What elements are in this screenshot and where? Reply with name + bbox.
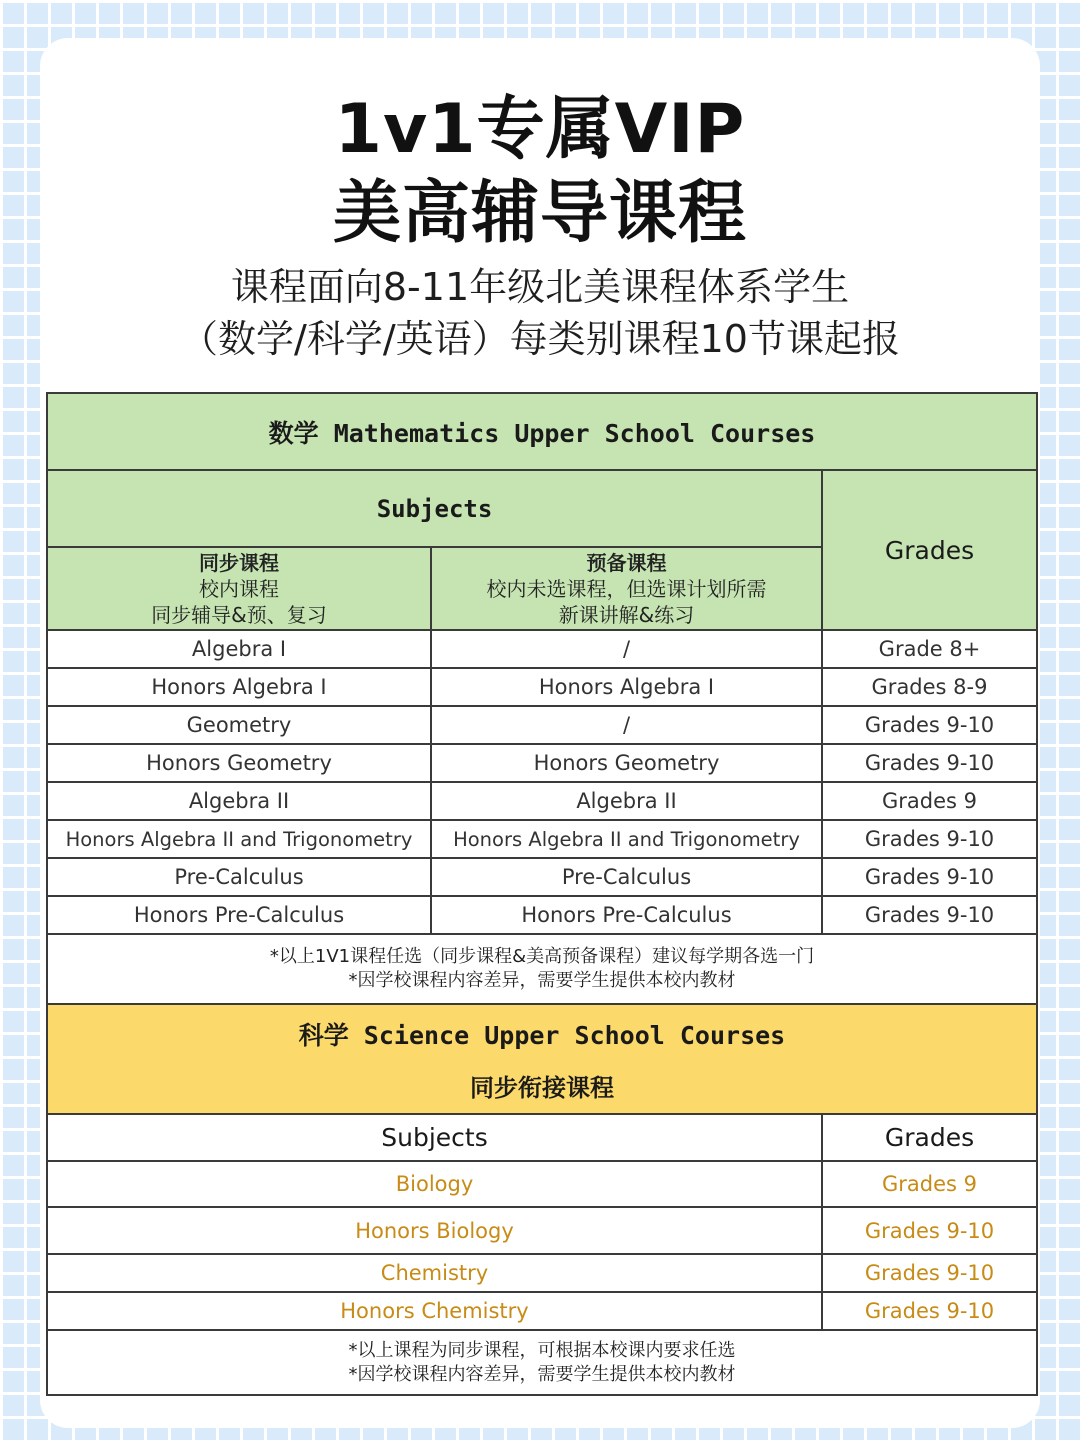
table-row	[47, 820, 1037, 858]
sync-course-cell: Honors Algebra I	[47, 668, 431, 706]
grade-cell: Grades 9-10	[822, 1254, 1037, 1292]
math-notes	[47, 934, 1037, 1004]
prep-head-title: 预备课程	[586, 550, 667, 575]
table-row	[47, 896, 1037, 934]
table-row	[47, 1161, 1037, 1207]
science-grades-header: Grades	[822, 1114, 1037, 1161]
table-row	[47, 782, 1037, 820]
science-subject-cell: Biology	[47, 1161, 822, 1207]
science-section-title	[47, 1004, 1037, 1114]
grade-cell: Grades 9-10	[822, 896, 1037, 934]
grade-cell: Grades 9	[822, 782, 1037, 820]
prep-course-cell: Honors Geometry	[431, 744, 822, 782]
sync-course-cell: Pre-Calculus	[47, 858, 431, 896]
math-note-1: *以上1V1课程任选（同步课程&美高预备课程）建议每学期各选一门	[269, 946, 815, 967]
table-row	[47, 858, 1037, 896]
math-prep-column-header	[431, 547, 822, 630]
grade-cell: Grades 9-10	[822, 744, 1037, 782]
science-courses-table	[46, 1003, 1038, 1396]
math-grades-header: Grades	[822, 470, 1037, 630]
math-note-2: *因学校课程内容差异，需要学生提供本校内教材	[348, 970, 736, 991]
prep-course-cell: Pre-Calculus	[431, 858, 822, 896]
prep-course-cell: /	[431, 630, 822, 668]
grade-cell: Grades 9-10	[822, 1207, 1037, 1254]
grade-cell: Grade 8+	[822, 630, 1037, 668]
sync-course-cell: Honors Geometry	[47, 744, 431, 782]
table-row	[47, 1292, 1037, 1330]
page-title-line1: 1v1专属VIP	[334, 90, 746, 169]
grade-cell: Grades 9-10	[822, 1292, 1037, 1330]
prep-course-cell: Honors Pre-Calculus	[431, 896, 822, 934]
table-row	[47, 706, 1037, 744]
science-subject-cell: Chemistry	[47, 1254, 822, 1292]
table-row	[47, 744, 1037, 782]
page-subtitle-line2: （数学/科学/英语）每类别课程10节课起报	[180, 317, 900, 361]
prep-course-cell: Honors Algebra I	[431, 668, 822, 706]
sync-head-line3: 同步辅导&预、复习	[151, 602, 327, 627]
science-title-text: 科学 Science Upper School Courses	[298, 1020, 786, 1050]
table-row	[47, 668, 1037, 706]
prep-head-line2: 校内未选课程，但选课计划所需	[486, 576, 767, 601]
science-subject-cell: Honors Biology	[47, 1207, 822, 1254]
prep-course-cell: Honors Algebra II and Trigonometry	[431, 820, 822, 858]
sync-course-cell: Honors Pre-Calculus	[47, 896, 431, 934]
math-courses-table	[46, 392, 1038, 1005]
math-sync-column-header	[47, 547, 431, 630]
table-row	[47, 1207, 1037, 1254]
table-row	[47, 1254, 1037, 1292]
science-note-1: *以上课程为同步课程，可根据本校课内要求任选	[348, 1339, 736, 1361]
grade-cell: Grades 9	[822, 1161, 1037, 1207]
math-section-title: 数学 Mathematics Upper School Courses	[47, 393, 1037, 470]
science-subtitle: 同步衔接课程	[470, 1073, 614, 1102]
prep-head-line3: 新课讲解&练习	[558, 602, 695, 627]
grade-cell: Grades 9-10	[822, 706, 1037, 744]
science-note-2: *因学校课程内容差异，需要学生提供本校内教材	[348, 1363, 736, 1385]
science-notes	[47, 1330, 1037, 1395]
sync-head-line2: 校内课程	[199, 576, 279, 601]
sync-course-cell: Geometry	[47, 706, 431, 744]
grade-cell: Grades 9-10	[822, 820, 1037, 858]
grade-cell: Grades 8-9	[822, 668, 1037, 706]
prep-course-cell: Algebra II	[431, 782, 822, 820]
sync-course-cell: Honors Algebra II and Trigonometry	[47, 820, 431, 858]
sync-course-cell: Algebra I	[47, 630, 431, 668]
prep-course-cell: /	[431, 706, 822, 744]
science-subjects-header: Subjects	[47, 1114, 822, 1161]
science-subject-cell: Honors Chemistry	[47, 1292, 822, 1330]
sync-head-title: 同步课程	[199, 550, 279, 575]
page-title-line2: 美高辅导课程	[332, 174, 747, 253]
sync-course-cell: Algebra II	[47, 782, 431, 820]
page-subtitle-line1: 课程面向8-11年级北美课程体系学生	[230, 265, 850, 309]
table-row	[47, 630, 1037, 668]
math-subjects-header: Subjects	[47, 470, 822, 547]
grade-cell: Grades 9-10	[822, 858, 1037, 896]
